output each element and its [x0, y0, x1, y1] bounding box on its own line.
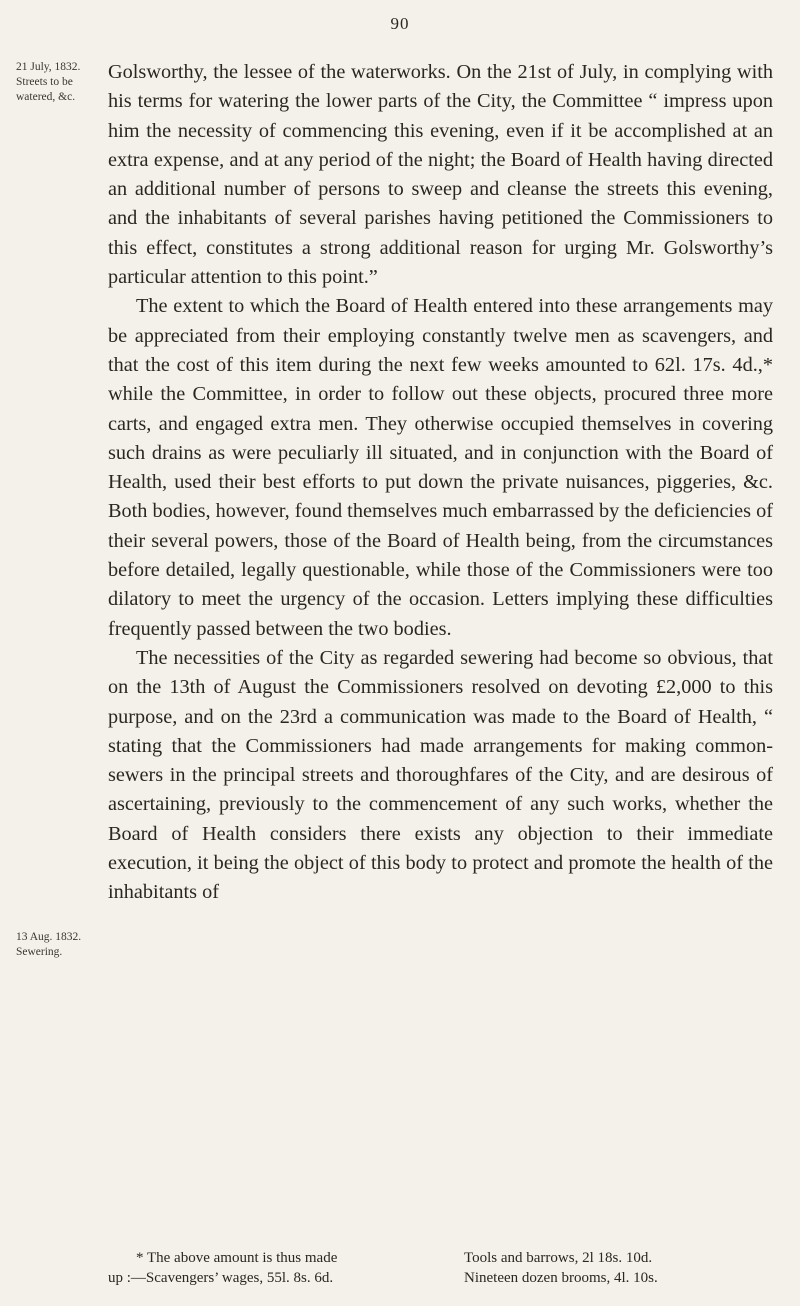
footnote-row-2	[108, 1268, 773, 1288]
margin-note-sewering: 13 Aug. 1832. Sewering.	[16, 931, 82, 958]
footnote-left-2: up :—Scavengers’ wages, 55l. 8s. 6d.	[108, 1270, 334, 1286]
body-text	[108, 58, 773, 908]
footnote-left-1: * The above amount is thus made	[136, 1250, 338, 1266]
footnote-right-1: Tools and barrows, 2l 18s. 10d.	[464, 1250, 653, 1266]
margin-note-street-watering: 21 July, 1832. Streets to be watered, &c.	[16, 61, 81, 103]
footnote	[108, 1248, 773, 1288]
footnote-row-1	[108, 1248, 773, 1268]
footnote-right-2: Nineteen dozen brooms, 4l. 10s.	[464, 1270, 658, 1286]
page-number: 90	[390, 14, 410, 33]
paragraph-2: The extent to which the Board of Health entered into these arrangements may be appreciated from their employing constantly twelve men as scavengers, and that the cost of this item during the next few weeks amounted to 62l. 17s. 4d.,* while the Committee, in order to follow out these objects, procured three more carts, and engaged extra men. They otherwise occupied themselves in covering such drains as were peculiarly ill situated, and in conjunction with the Board of Health, used their best efforts to put down the private nuisances, piggeries, &c. Both bodies, however, found themselves much embarrassed by the deficiencies of their several powers, those of the Board of Health being, from the circumstances before detailed, legally questionable, while those of the Commissioners were too dilatory to meet the urgency of the occasion. Letters implying these difficulties frequently passed between the two bodies.	[108, 295, 773, 640]
paragraph-1: Golsworthy, the lessee of the waterworks. On the 21st of July, in complying with his terms for watering the lower parts of the City, the Committee “ impress upon him the necessity of commencing this evening, even if it be accomplished at an extra expense, and at any period of the night; the Board of Health having directed an additional number of persons to sweep and cleanse the streets this evening, and the inhabitants of several parishes having petitioned the Commissioners to this effect, constitutes a strong additional reason for urging Mr. Golsworthy’s particular attention to this point.”	[108, 61, 773, 289]
paragraph-3: The necessities of the City as regarded sewering had become so obvious, that on the 13th of August the Commissioners resolved on devoting £2,000 to this purpose, and on the 23rd a communication was made to the Board of Health, “ stating that the Commissioners had made arrangements for making common-sewers in the principal streets and thoroughfares of the City, and are desirous of ascertaining, previously to the commencement of any such works, whether the Board of Health considers there exists any objection to their immediate execution, it being the object of this body to protect and promote the health of the inhabitants of	[108, 646, 773, 904]
